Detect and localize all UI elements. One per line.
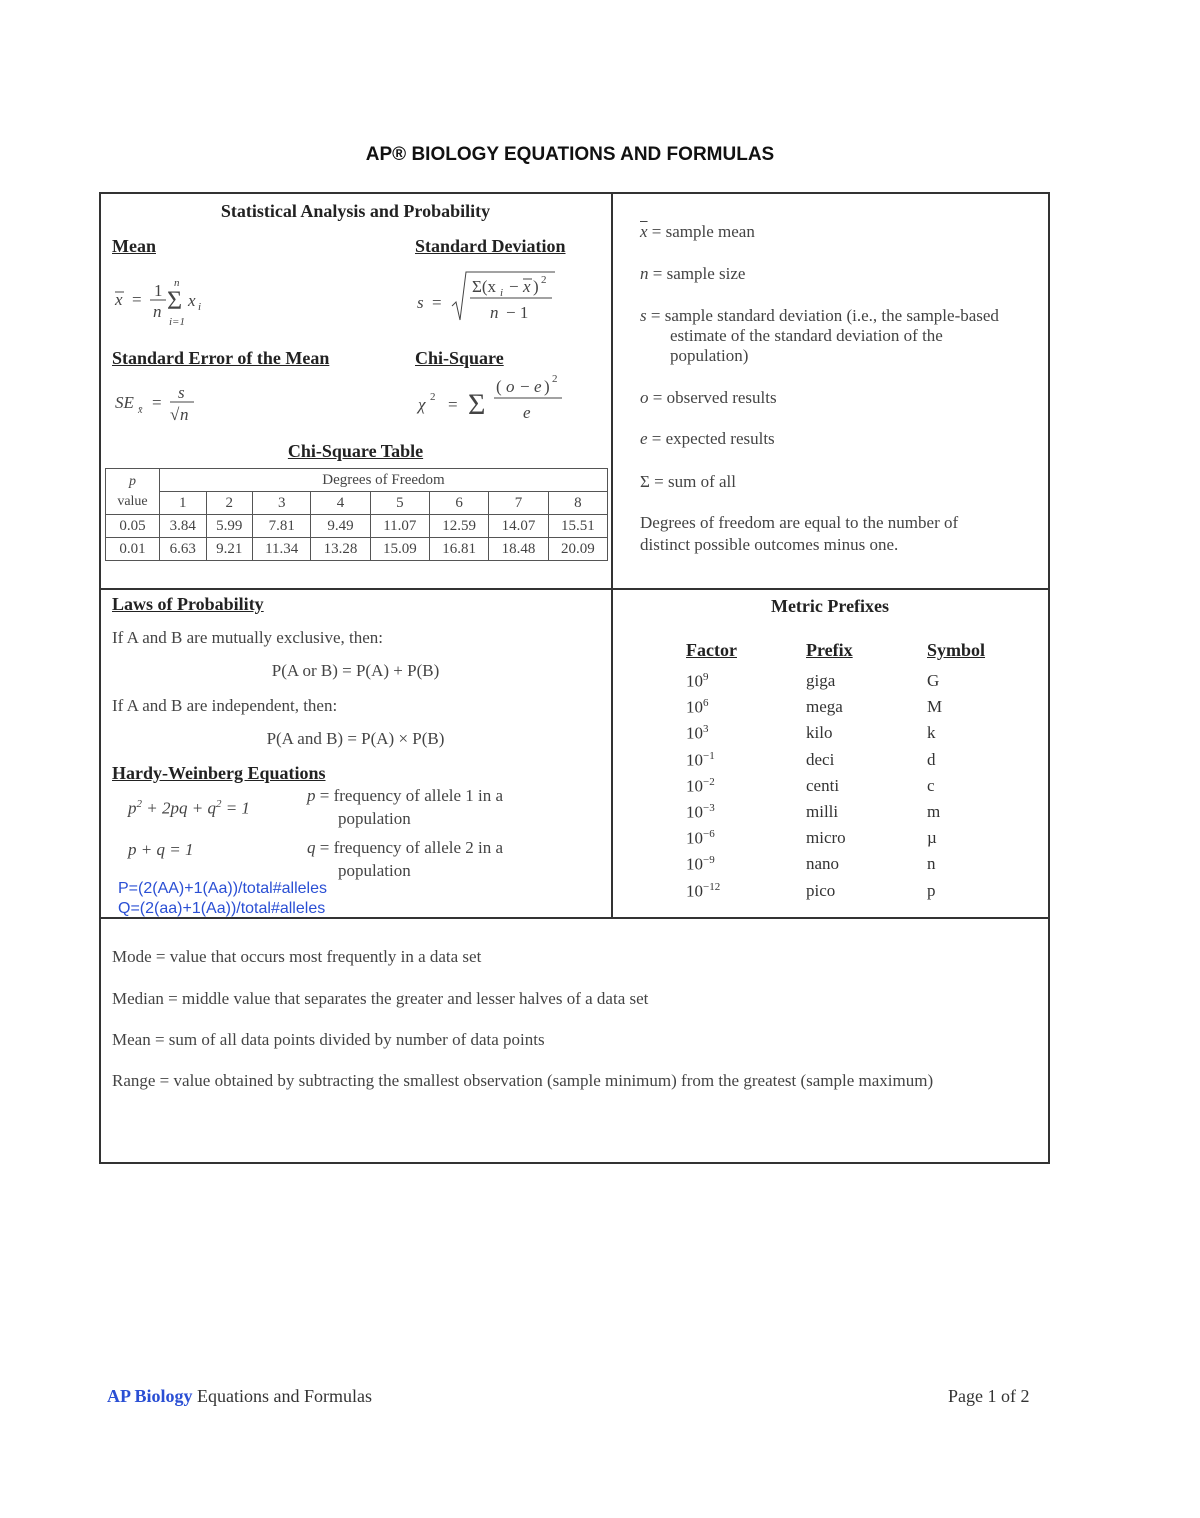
def-dof-line1: Degrees of freedom are equal to the number of xyxy=(640,513,959,532)
table-cell: 11.07 xyxy=(370,515,429,538)
metric-factor: $10^3$ xyxy=(686,723,709,743)
independent-text: If A and B are independent, then: xyxy=(112,696,338,715)
p-definition: p = frequency of allele 1 in a xyxy=(307,786,504,805)
metric-symbol: m xyxy=(927,802,941,821)
dof-cell: 7 xyxy=(489,492,548,515)
svg-text:2: 2 xyxy=(552,373,558,385)
q-definition: q = frequency of allele 2 in a xyxy=(307,838,504,857)
svg-text:n: n xyxy=(153,302,162,321)
dof-cell: 6 xyxy=(430,492,489,515)
metric-prefix: milli xyxy=(806,802,839,821)
range-definition: Range = value obtained by subtracting the smallest observation (sample minimum) from the greatest (sample maximum) xyxy=(112,1071,934,1090)
stats-section-title: Statistical Analysis and Probability xyxy=(220,201,491,221)
dof-cell: 8 xyxy=(548,492,607,515)
metric-prefix: pico xyxy=(806,881,836,900)
chisq-heading: Chi-Square xyxy=(415,348,504,368)
stddev-heading: Standard Deviation xyxy=(415,236,566,256)
svg-text:s: s xyxy=(178,383,185,402)
sem-formula xyxy=(110,380,220,428)
def-e: e = expected results xyxy=(640,429,775,448)
dof-cell: 3 xyxy=(253,492,311,515)
table-cell: 16.81 xyxy=(430,538,489,561)
p-label: p xyxy=(129,473,136,489)
hw-equation-2: p + q = 1 xyxy=(128,840,194,859)
chisq-table-heading: Chi-Square Table xyxy=(287,441,424,461)
table-cell: 9.49 xyxy=(311,515,370,538)
mean-formula xyxy=(110,272,230,332)
def-sigma: Σ = sum of all xyxy=(640,472,736,491)
metric-prefix: micro xyxy=(806,828,846,847)
table-cell: 11.34 xyxy=(253,538,311,561)
svg-text:s: s xyxy=(417,293,424,312)
table-cell: 6.63 xyxy=(160,538,207,561)
metric-factor: $10^{-9}$ xyxy=(686,854,715,874)
svg-text:=: = xyxy=(432,293,442,312)
box-border-top xyxy=(99,192,1050,194)
footer-rest: Equations and Formulas xyxy=(192,1386,372,1406)
page-number: Page 1 of 2 xyxy=(948,1386,1030,1406)
svg-text:SE: SE xyxy=(115,393,134,412)
svg-text:(: ( xyxy=(496,377,502,396)
metric-prefix: giga xyxy=(806,671,836,690)
svg-text:χ: χ xyxy=(418,395,426,414)
metric-symbol: G xyxy=(927,671,940,690)
p-definition-line2: population xyxy=(338,809,411,828)
chi-square-table xyxy=(105,468,608,561)
table-cell: 3.84 xyxy=(160,515,207,538)
svg-text:Σ(x: Σ(x xyxy=(472,277,497,296)
def-s-line2: estimate of the standard deviation of the xyxy=(670,326,943,345)
metric-factor: $10^{-1}$ xyxy=(686,750,715,770)
svg-text:− 1: − 1 xyxy=(506,303,529,322)
svg-text:=: = xyxy=(132,290,142,309)
exclusive-text: If A and B are mutually exclusive, then: xyxy=(112,628,383,647)
p-cell: 0.05 xyxy=(106,515,160,538)
svg-text:n: n xyxy=(174,277,180,289)
metric-factor: $10^9$ xyxy=(686,671,709,691)
svg-text:): ) xyxy=(533,277,539,296)
table-cell: 15.51 xyxy=(548,515,607,538)
def-xbar: $\overline{x}$ = sample mean xyxy=(640,222,755,241)
metric-symbol: M xyxy=(927,697,943,716)
metric-factor: $10^{-2}$ xyxy=(686,776,715,796)
sem-heading: Standard Error of the Mean xyxy=(112,348,330,368)
exclusive-formula: P(A or B) = P(A) + P(B) xyxy=(271,661,440,680)
svg-text:i: i xyxy=(198,301,202,313)
dof-cell: 1 xyxy=(160,492,207,515)
metric-symbol: p xyxy=(927,881,936,900)
metric-symbol: c xyxy=(927,776,935,795)
footer-ap-biology: AP Biology xyxy=(107,1386,193,1406)
footer-label xyxy=(107,1386,372,1407)
probability-heading: Laws of Probability xyxy=(112,594,264,614)
p-value-header xyxy=(106,469,160,515)
dof-cell: 2 xyxy=(206,492,253,515)
table-row xyxy=(106,538,608,561)
metric-header-factor: Factor xyxy=(686,640,737,660)
svg-text:=: = xyxy=(448,395,458,414)
def-s-line3: population) xyxy=(670,346,749,365)
svg-text:e: e xyxy=(523,403,531,422)
svg-text:e: e xyxy=(534,377,542,396)
median-definition: Median = middle value that separates the greater and lesser halves of a data set xyxy=(112,989,649,1008)
table-row xyxy=(106,469,608,492)
svg-text:x̄: x̄ xyxy=(138,405,143,416)
svg-text:i=1: i=1 xyxy=(169,316,185,328)
value-label: value xyxy=(117,493,148,509)
svg-text:x: x xyxy=(523,277,531,296)
metric-prefix: deci xyxy=(806,750,835,769)
svg-text:2: 2 xyxy=(541,274,547,286)
page-title: AP® BIOLOGY EQUATIONS AND FORMULAS xyxy=(365,144,775,165)
svg-text:n: n xyxy=(180,405,189,424)
dof-header: Degrees of Freedom xyxy=(160,469,608,492)
svg-text:−: − xyxy=(520,377,530,396)
svg-text:2: 2 xyxy=(430,391,436,403)
metric-header-symbol: Symbol xyxy=(927,640,986,660)
svg-text:Σ: Σ xyxy=(468,388,486,421)
svg-text:√: √ xyxy=(170,405,180,424)
svg-text:Σ: Σ xyxy=(167,286,183,315)
handwritten-p-formula: P=(2(AA)+1(Aa))/total#alleles xyxy=(118,880,327,897)
svg-text:1: 1 xyxy=(154,281,163,300)
svg-text:o: o xyxy=(506,377,515,396)
table-cell: 9.21 xyxy=(206,538,253,561)
def-dof-line2: distinct possible outcomes minus one. xyxy=(640,535,899,554)
table-cell: 15.09 xyxy=(370,538,429,561)
mode-definition: Mode = value that occurs most frequently in a data set xyxy=(112,947,482,966)
metric-symbol: k xyxy=(927,723,936,742)
svg-text:x: x xyxy=(115,290,123,309)
dof-cell: 4 xyxy=(311,492,370,515)
def-s: s = sample standard deviation (i.e., the sample-based xyxy=(640,306,999,325)
metric-symbol: d xyxy=(927,750,936,769)
metric-prefix: mega xyxy=(806,697,843,716)
metric-factor: $10^{-6}$ xyxy=(686,828,715,848)
def-n: n = sample size xyxy=(640,264,746,283)
metric-header-prefix: Prefix xyxy=(806,640,853,660)
box-divider-middle xyxy=(99,588,1050,590)
mean-heading: Mean xyxy=(112,236,156,256)
box-border-bottom xyxy=(99,1162,1050,1164)
hardy-weinberg-heading: Hardy-Weinberg Equations xyxy=(112,763,326,783)
metric-factor: $10^{-12}$ xyxy=(686,881,721,901)
p-cell: 0.01 xyxy=(106,538,160,561)
svg-text:=: = xyxy=(152,393,162,412)
metric-factor: $10^6$ xyxy=(686,697,709,717)
mean-definition: Mean = sum of all data points divided by number of data points xyxy=(112,1030,545,1049)
stddev-formula xyxy=(412,268,572,328)
table-cell: 13.28 xyxy=(311,538,370,561)
def-o: o = observed results xyxy=(640,388,777,407)
metric-factor: $10^{-3}$ xyxy=(686,802,715,822)
table-cell: 5.99 xyxy=(206,515,253,538)
handwritten-q-formula: Q=(2(aa)+1(Aa))/total#alleles xyxy=(118,900,326,917)
metric-symbol: µ xyxy=(927,828,937,847)
q-definition-line2: population xyxy=(338,861,411,880)
chisq-formula xyxy=(412,368,572,428)
metric-prefix: centi xyxy=(806,776,840,795)
metric-symbol: n xyxy=(927,854,936,873)
metric-prefix: nano xyxy=(806,854,840,873)
table-cell: 18.48 xyxy=(489,538,548,561)
table-cell: 7.81 xyxy=(253,515,311,538)
svg-text:−: − xyxy=(509,277,519,296)
box-border-right xyxy=(1048,192,1050,1163)
svg-text:i: i xyxy=(500,287,504,299)
metric-title: Metric Prefixes xyxy=(770,596,890,616)
dof-cell: 5 xyxy=(370,492,429,515)
svg-text:n: n xyxy=(490,303,499,322)
svg-text:x: x xyxy=(188,291,196,310)
table-cell: 12.59 xyxy=(430,515,489,538)
svg-text:): ) xyxy=(544,377,550,396)
table-cell: 14.07 xyxy=(489,515,548,538)
hw-equation-1: $p^2 + 2pq + q^2 = 1$ xyxy=(128,798,250,818)
metric-prefix: kilo xyxy=(806,723,833,742)
box-divider-vertical xyxy=(611,192,613,918)
table-row xyxy=(106,492,608,515)
independent-formula: P(A and B) = P(A) × P(B) xyxy=(266,729,445,748)
table-row xyxy=(106,515,608,538)
table-cell: 20.09 xyxy=(548,538,607,561)
